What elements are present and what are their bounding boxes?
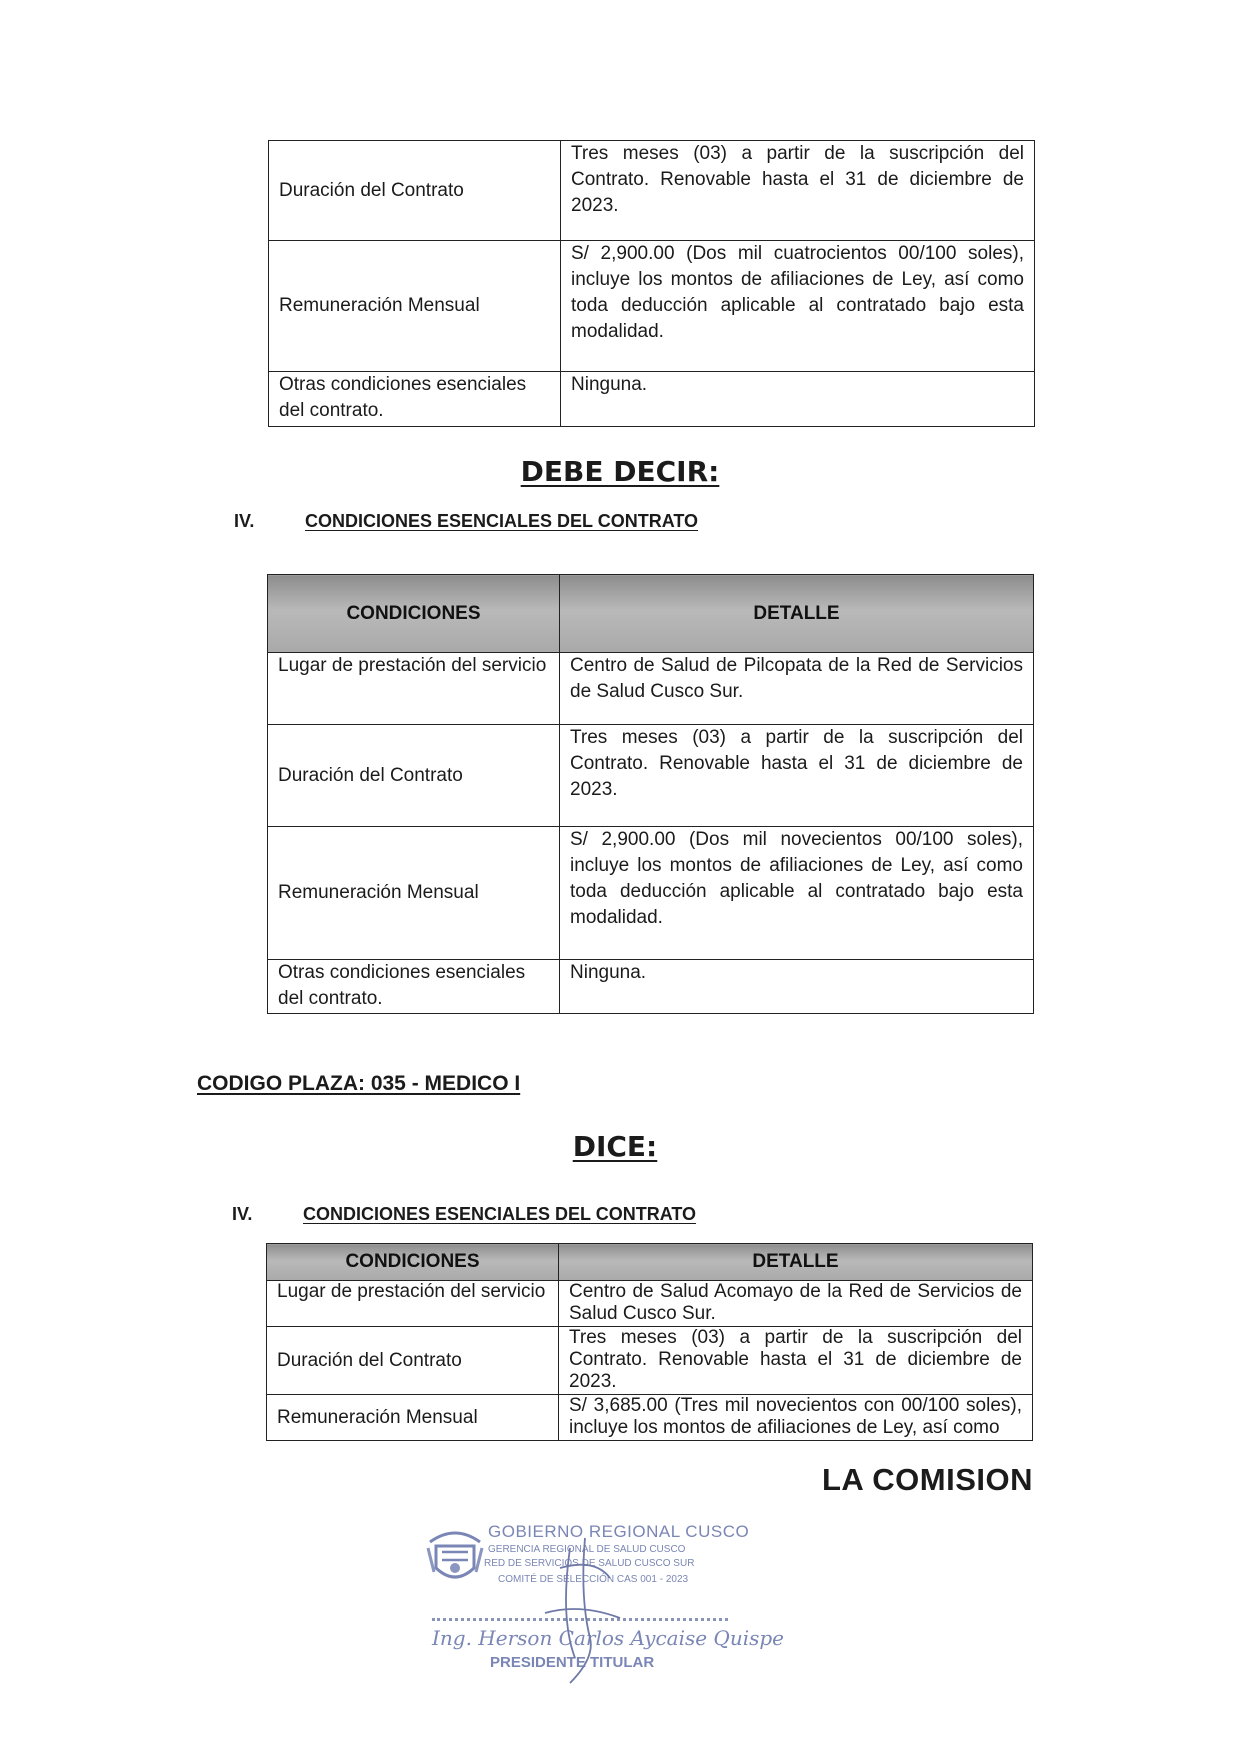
stamp-signer-role: PRESIDENTE TITULAR: [490, 1654, 655, 1671]
section-title: CONDICIONES ESENCIALES DEL CONTRATO: [303, 1204, 697, 1224]
detail-cell: Ninguna.: [560, 960, 1034, 1014]
section-number: IV.: [232, 1204, 253, 1224]
detail-cell: Centro de Salud Acomayo de la Red de Servicios de Salud Cusco Sur.: [559, 1281, 1033, 1327]
condition-cell: Remuneración Mensual: [268, 827, 560, 960]
detail-cell: Ninguna.: [561, 372, 1035, 427]
handwritten-signature: [420, 1508, 740, 1688]
condition-cell: Remuneración Mensual: [267, 1395, 559, 1441]
table-row: [268, 653, 1034, 725]
table-row: [269, 241, 1035, 372]
dice-conditions-table: [266, 1243, 1033, 1441]
table-row: [268, 725, 1034, 827]
official-stamp: [420, 1518, 785, 1678]
debe-decir-heading: DEBE DECIR:: [520, 455, 720, 488]
stamp-signer-name: Ing. Herson Carlos Aycaise Quispe: [432, 1626, 785, 1650]
table-row: [267, 1281, 1033, 1327]
table-row: [267, 1395, 1033, 1441]
detail-cell: Tres meses (03) a partir de la suscripción del Contrato. Renovable hasta el 31 de diciembre de 2023.: [561, 141, 1035, 241]
condition-cell: Lugar de prestación del servicio: [268, 653, 560, 725]
detail-cell: Tres meses (03) a partir de la suscripción del Contrato. Renovable hasta el 31 de diciembre de 2023.: [560, 725, 1034, 827]
condition-cell: Otras condiciones esenciales del contrato.: [268, 960, 560, 1014]
table-row: [268, 960, 1034, 1014]
table-header-row: [268, 575, 1034, 653]
header-detalle: DETALLE: [559, 1244, 1033, 1281]
stamp-line: COMITÉ DE SELECCIÓN CAS 001 - 2023: [498, 1574, 689, 1585]
table-row: [267, 1327, 1033, 1395]
table-header-row: [267, 1244, 1033, 1281]
condition-cell: Duración del Contrato: [267, 1327, 559, 1395]
previous-conditions-table: [268, 140, 1035, 427]
table-row: [269, 141, 1035, 241]
detail-cell: Centro de Salud de Pilcopata de la Red de Servicios de Salud Cusco Sur.: [560, 653, 1034, 725]
header-condiciones: CONDICIONES: [267, 1244, 559, 1281]
dice-heading: DICE:: [572, 1130, 658, 1163]
detail-cell: S/ 2,900.00 (Dos mil novecientos 00/100 soles), incluye los montos de afiliaciones de Ley, así como toda deducción aplicable al contratado bajo esta modalidad.: [560, 827, 1034, 960]
table-row: [269, 372, 1035, 427]
comision-label: LA COMISION: [822, 1462, 1034, 1497]
stamp-line: GOBIERNO REGIONAL CUSCO: [488, 1522, 750, 1541]
condition-cell: Otras condiciones esenciales del contrato.: [269, 372, 561, 427]
detail-cell: S/ 2,900.00 (Dos mil cuatrocientos 00/100 soles), incluye los montos de afiliaciones de Ley, así como toda deducción aplicable al contratado bajo esta modalidad.: [561, 241, 1035, 372]
condition-cell: Lugar de prestación del servicio: [267, 1281, 559, 1327]
section-title: CONDICIONES ESENCIALES DEL CONTRATO: [305, 511, 699, 531]
table-row: [268, 827, 1034, 960]
condition-cell: Duración del Contrato: [269, 141, 561, 241]
condition-cell: Duración del Contrato: [268, 725, 560, 827]
debe-decir-conditions-table: [267, 574, 1034, 1014]
plaza-code-heading: CODIGO PLAZA: 035 - MEDICO I: [197, 1072, 521, 1095]
condition-cell: Remuneración Mensual: [269, 241, 561, 372]
detail-cell: Tres meses (03) a partir de la suscripción del Contrato. Renovable hasta el 31 de diciembre de 2023.: [559, 1327, 1033, 1395]
section-number: IV.: [234, 511, 255, 531]
detail-cell: S/ 3,685.00 (Tres mil novecientos con 00/100 soles), incluye los montos de afiliaciones de Ley, así como: [559, 1395, 1033, 1441]
header-condiciones: CONDICIONES: [268, 575, 560, 653]
header-detalle: DETALLE: [560, 575, 1034, 653]
stamp-line: RED DE SERVICIOS DE SALUD CUSCO SUR: [484, 1558, 695, 1569]
stamp-line: GERENCIA REGIONAL DE SALUD CUSCO: [488, 1544, 686, 1555]
